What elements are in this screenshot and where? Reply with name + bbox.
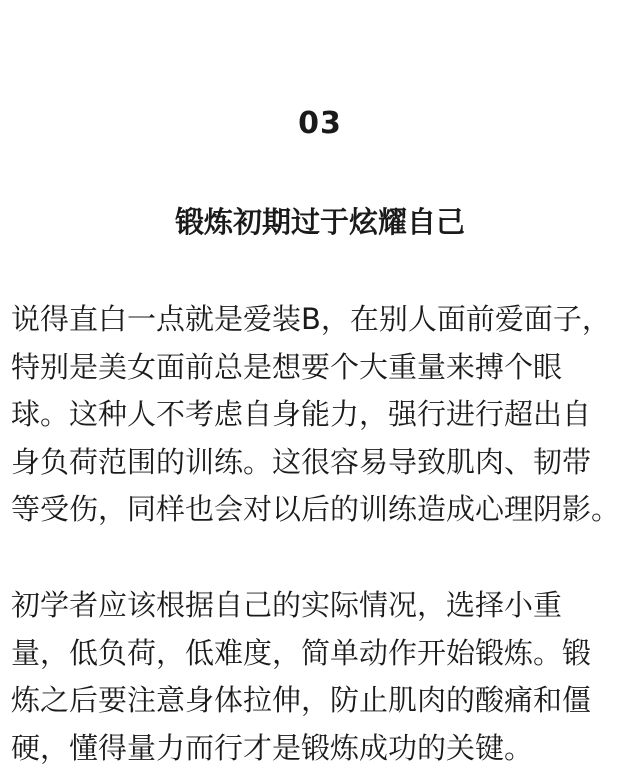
paragraph-line: 身负荷范围的训练。这很容易导致肌肉、韧带 (11, 439, 640, 487)
paragraph-line: 等受伤，同样也会对以后的训练造成心理阴影。 (11, 486, 640, 534)
section-number: 03 (0, 106, 640, 141)
paragraph-line: 硬，懂得量力而行才是锻炼成功的关键。 (11, 725, 640, 772)
paragraph-2 (11, 582, 640, 772)
paragraph-line: 说得直白一点就是爱装B，在别人面前爱面子， (11, 296, 640, 344)
paragraph-line: 量，低负荷，低难度，简单动作开始锻炼。锻 (11, 630, 640, 678)
paragraph-1 (11, 296, 640, 534)
paragraph-line: 炼之后要注意身体拉伸，防止肌肉的酸痛和僵 (11, 677, 640, 725)
paragraph-line: 球。这种人不考虑自身能力，强行进行超出自 (11, 391, 640, 439)
section-title: 锻炼初期过于炫耀自己 (0, 200, 640, 241)
paragraph-line: 特别是美女面前总是想要个大重量来搏个眼 (11, 344, 640, 392)
paragraph-line: 初学者应该根据自己的实际情况，选择小重 (11, 582, 640, 630)
